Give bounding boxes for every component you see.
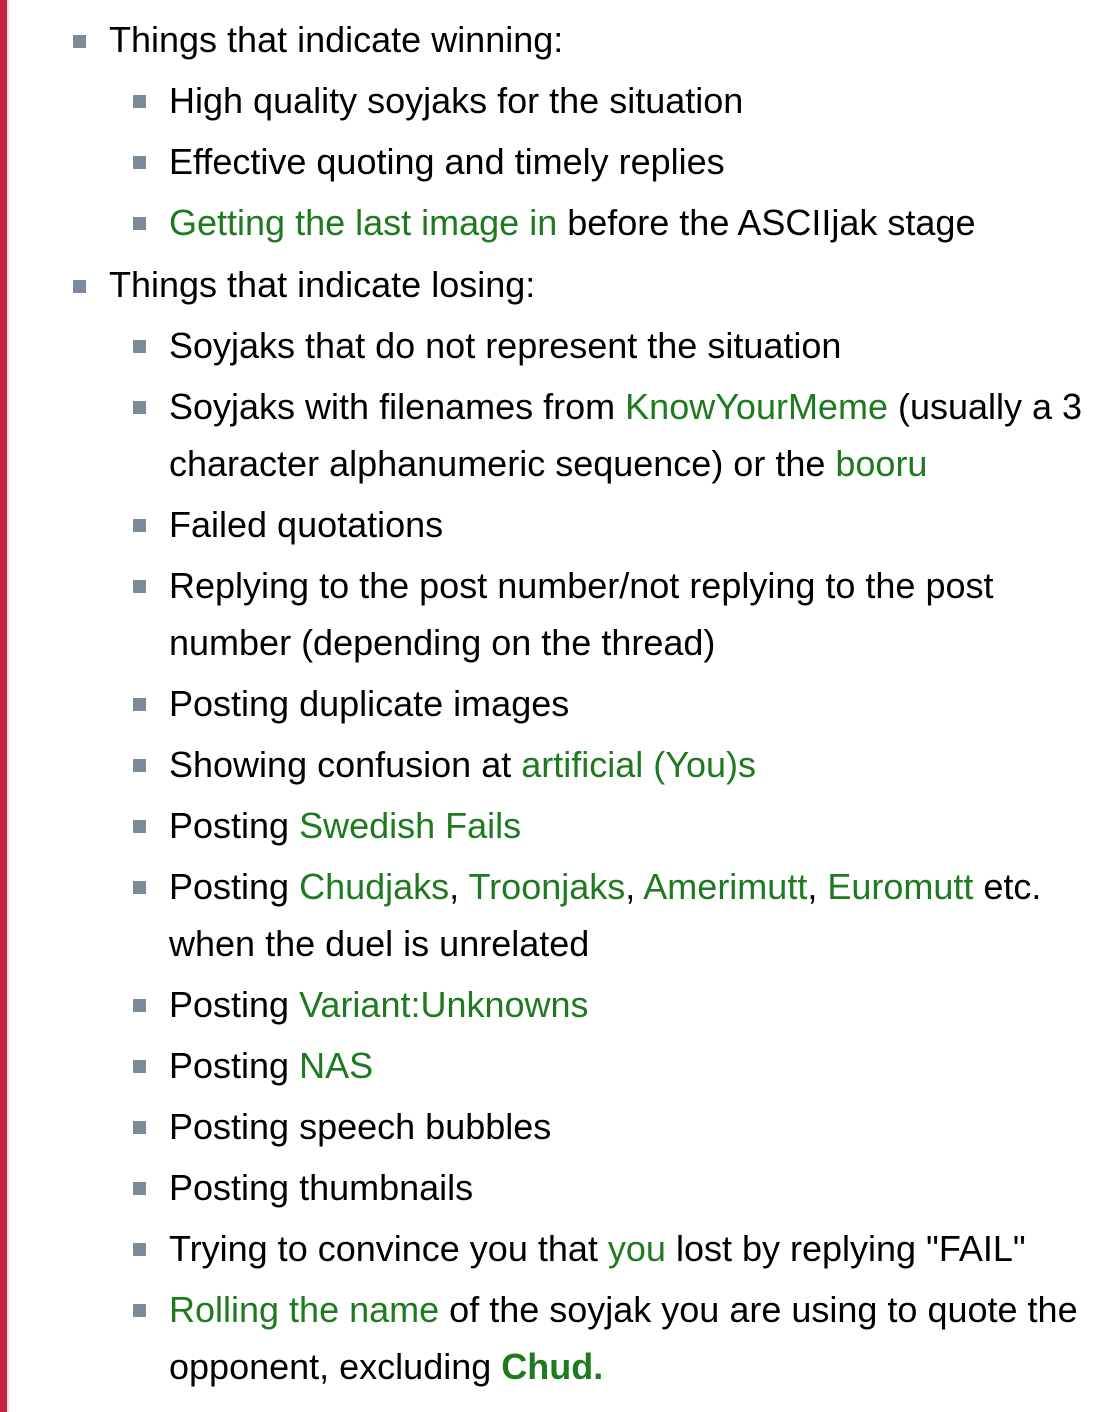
- square-bullet-icon: [133, 580, 146, 593]
- item-text: (usually a 3 character alphanumeric sequence) or the: [169, 386, 1083, 484]
- square-bullet-icon: [133, 1182, 146, 1195]
- square-bullet-icon: [133, 881, 146, 894]
- list-item: [0, 72, 1108, 129]
- list-item: [0, 797, 1108, 854]
- square-bullet-icon: [133, 1243, 146, 1256]
- wiki-link[interactable]: Variant:Unknowns: [299, 984, 589, 1025]
- wiki-link[interactable]: artificial (You)s: [521, 744, 756, 785]
- square-bullet-icon: [133, 95, 146, 108]
- list-item: [0, 378, 1108, 492]
- item-text: Posting: [169, 1045, 300, 1086]
- item-text: Posting speech bubbles: [169, 1106, 552, 1147]
- item-text: Soyjaks with filenames from: [169, 386, 626, 427]
- square-bullet-icon: [133, 1121, 146, 1134]
- item-text: Posting duplicate images: [169, 683, 570, 724]
- outer-list-item: [0, 259, 1108, 1395]
- outer-list-item: [0, 14, 1108, 251]
- square-bullet-icon: [133, 519, 146, 532]
- list-item: [0, 133, 1108, 190]
- square-bullet-icon: [133, 759, 146, 772]
- list-item: [0, 557, 1108, 671]
- list-item: [0, 675, 1108, 732]
- square-bullet-icon: [133, 1304, 146, 1317]
- square-bullet-icon: [133, 820, 146, 833]
- item-text: ,: [625, 866, 644, 907]
- wiki-link[interactable]: Troonjaks: [468, 866, 626, 907]
- item-text: Posting: [169, 805, 300, 846]
- list-item: [0, 858, 1108, 972]
- item-text: Effective quoting and timely replies: [169, 141, 725, 182]
- wiki-link[interactable]: booru: [835, 443, 928, 484]
- list-heading: Things that indicate losing:: [109, 264, 536, 305]
- wiki-link[interactable]: Amerimutt: [643, 866, 808, 907]
- item-text: High quality soyjaks for the situation: [169, 80, 744, 121]
- list-item: [0, 1281, 1108, 1395]
- square-bullet-icon: [73, 280, 86, 293]
- list-item: [0, 1220, 1108, 1277]
- square-bullet-icon: [133, 999, 146, 1012]
- inner-bullet-list: [109, 317, 1108, 1395]
- item-text: before the ASCIIjak stage: [557, 202, 976, 243]
- item-text: etc. when the duel is unrelated: [169, 866, 1042, 964]
- square-bullet-icon: [133, 401, 146, 414]
- list-item: [0, 1098, 1108, 1155]
- wiki-link[interactable]: Chud.: [501, 1346, 604, 1387]
- list-item: [0, 194, 1108, 251]
- item-text: Soyjaks that do not represent the situation: [169, 325, 842, 366]
- square-bullet-icon: [133, 340, 146, 353]
- item-text: Posting: [169, 866, 300, 907]
- list-item: [0, 317, 1108, 374]
- square-bullet-icon: [73, 35, 86, 48]
- wiki-link[interactable]: KnowYourMeme: [625, 386, 888, 427]
- list-heading: Things that indicate winning:: [109, 19, 564, 60]
- list-item: [0, 976, 1108, 1033]
- list-item: [0, 496, 1108, 553]
- wiki-link[interactable]: Euromutt: [827, 866, 974, 907]
- wiki-link[interactable]: you: [607, 1228, 666, 1269]
- square-bullet-icon: [133, 698, 146, 711]
- item-text: Trying to convince you that: [169, 1228, 608, 1269]
- list-item: [0, 1037, 1108, 1094]
- item-text: Posting thumbnails: [169, 1167, 474, 1208]
- square-bullet-icon: [133, 1060, 146, 1073]
- outer-bullet-list: [0, 14, 1108, 1403]
- item-text: of the soyjak you are using to quote the opponent, excluding: [169, 1289, 1078, 1387]
- wiki-link[interactable]: Getting the last image in: [169, 202, 558, 243]
- item-text: ,: [807, 866, 828, 907]
- square-bullet-icon: [133, 217, 146, 230]
- item-text: ,: [449, 866, 469, 907]
- square-bullet-icon: [133, 156, 146, 169]
- item-text: lost by replying "FAIL": [665, 1228, 1026, 1269]
- wiki-link[interactable]: Swedish Fails: [299, 805, 522, 846]
- item-text: Replying to the post number/not replying to the post number (depending on the thread): [169, 565, 994, 663]
- inner-bullet-list: [109, 72, 1108, 251]
- list-item: [0, 1159, 1108, 1216]
- list-item: [0, 736, 1108, 793]
- wiki-link[interactable]: NAS: [299, 1045, 374, 1086]
- wiki-link[interactable]: Chudjaks: [299, 866, 450, 907]
- item-text: Showing confusion at: [169, 744, 522, 785]
- item-text: Failed quotations: [169, 504, 444, 545]
- item-text: Posting: [169, 984, 300, 1025]
- wiki-link[interactable]: Rolling the name: [169, 1289, 440, 1330]
